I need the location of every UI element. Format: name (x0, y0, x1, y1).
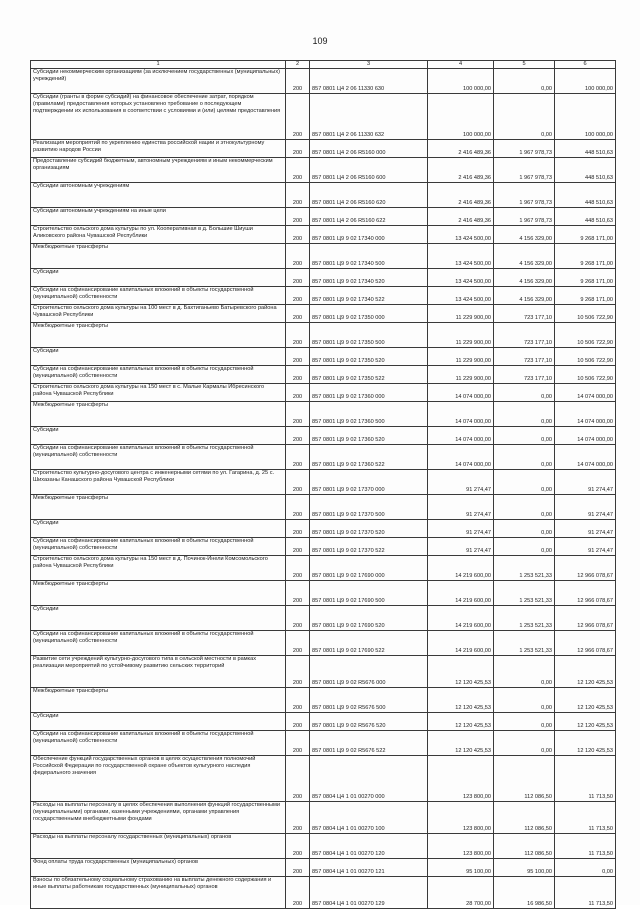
row-code-cell: 200 (286, 323, 310, 348)
row-classification-cell: 857 0801 Ц4 2 06 R5160 622 (310, 208, 428, 226)
row-plan-amount-cell: 11 229 900,00 (428, 305, 494, 323)
row-plan-amount-cell: 14 219 600,00 (428, 581, 494, 606)
row-code-cell: 200 (286, 538, 310, 556)
row-name-cell: Предоставление субсидий бюджетным, автономным учреждениям и иным некоммерческим организациям (31, 158, 286, 183)
row-executed-amount-cell: 1 967 978,73 (494, 208, 555, 226)
row-plan-amount-cell: 91 274,47 (428, 538, 494, 556)
row-executed-amount-cell: 0,00 (494, 384, 555, 402)
row-name-cell: Субсидии (31, 606, 286, 631)
row-executed-amount-cell: 0,00 (494, 69, 555, 94)
row-code-cell: 200 (286, 183, 310, 208)
row-plan-amount-cell: 28 700,00 (428, 877, 494, 909)
table-row (31, 606, 616, 631)
row-name-cell: Расходы на выплаты персоналу государственных (муниципальных) органов (31, 834, 286, 859)
table-row (31, 402, 616, 427)
row-name-cell: Строительство сельского дома культуры на 150 мест в с. Малые Кармалы Ибресинского района Чувашской Республики (31, 384, 286, 402)
table-row (31, 859, 616, 877)
row-executed-amount-cell: 0,00 (494, 656, 555, 688)
row-remaining-amount-cell: 12 120 425,53 (555, 688, 616, 713)
row-name-cell: Субсидии (гранты в форме субсидий) на финансовое обеспечение затрат, порядком (правилами) предоставления которых установлено требование о последующем подтверждении их использования в соответствии с условиями и (или) целями предоставления (31, 94, 286, 140)
row-name-cell: Межбюджетные трансферты (31, 323, 286, 348)
row-remaining-amount-cell: 91 274,47 (555, 520, 616, 538)
row-remaining-amount-cell: 12 966 078,67 (555, 606, 616, 631)
row-remaining-amount-cell: 448 510,63 (555, 208, 616, 226)
table-row (31, 756, 616, 802)
table-row (31, 244, 616, 269)
row-remaining-amount-cell: 14 074 000,00 (555, 427, 616, 445)
row-executed-amount-cell: 1 253 521,33 (494, 581, 555, 606)
row-name-cell: Строительство сельского дома культуры на 100 мест в д. Бахтиганьево Батыревского района Чувашской Республики (31, 305, 286, 323)
row-plan-amount-cell: 12 120 425,53 (428, 731, 494, 756)
row-executed-amount-cell: 723 177,10 (494, 323, 555, 348)
row-remaining-amount-cell: 10 506 722,90 (555, 323, 616, 348)
row-executed-amount-cell: 1 253 521,33 (494, 606, 555, 631)
row-classification-cell: 857 0801 Ц9 9 02 17340 500 (310, 244, 428, 269)
row-classification-cell: 857 0801 Ц9 9 02 17370 000 (310, 470, 428, 495)
table-row (31, 158, 616, 183)
header-cell: 2 (286, 61, 310, 69)
row-executed-amount-cell: 4 156 329,00 (494, 226, 555, 244)
row-name-cell: Фонд оплаты труда государственных (муниципальных) органов (31, 859, 286, 877)
row-remaining-amount-cell: 12 966 078,67 (555, 581, 616, 606)
row-name-cell: Межбюджетные трансферты (31, 244, 286, 269)
row-code-cell: 200 (286, 366, 310, 384)
row-remaining-amount-cell: 448 510,63 (555, 140, 616, 158)
table-row (31, 688, 616, 713)
row-plan-amount-cell: 13 424 500,00 (428, 269, 494, 287)
row-code-cell: 200 (286, 287, 310, 305)
row-code-cell: 200 (286, 348, 310, 366)
row-executed-amount-cell: 0,00 (494, 538, 555, 556)
row-code-cell: 200 (286, 606, 310, 631)
row-remaining-amount-cell: 10 506 722,90 (555, 305, 616, 323)
row-executed-amount-cell: 16 986,50 (494, 877, 555, 909)
table-row (31, 495, 616, 520)
row-executed-amount-cell: 1 967 978,73 (494, 158, 555, 183)
row-name-cell: Субсидии на софинансирование капитальных вложений в объекты государственной (муниципальной) собственности (31, 287, 286, 305)
row-code-cell: 200 (286, 859, 310, 877)
row-name-cell: Реализация мероприятий по укреплению единства российской нации и этнокультурному развитию народов России (31, 140, 286, 158)
row-classification-cell: 857 0801 Ц9 9 02 17350 000 (310, 305, 428, 323)
row-plan-amount-cell: 123 800,00 (428, 802, 494, 834)
row-remaining-amount-cell: 11 713,50 (555, 834, 616, 859)
table-row (31, 226, 616, 244)
row-code-cell: 200 (286, 269, 310, 287)
row-code-cell: 200 (286, 427, 310, 445)
row-executed-amount-cell: 0,00 (494, 470, 555, 495)
row-executed-amount-cell: 1 253 521,33 (494, 631, 555, 656)
row-code-cell: 200 (286, 731, 310, 756)
row-executed-amount-cell: 723 177,10 (494, 348, 555, 366)
row-classification-cell: 857 0801 Ц9 9 02 R5676 000 (310, 656, 428, 688)
table-row (31, 94, 616, 140)
row-executed-amount-cell: 1 967 978,73 (494, 183, 555, 208)
row-executed-amount-cell: 0,00 (494, 94, 555, 140)
row-executed-amount-cell: 0,00 (494, 713, 555, 731)
table-row (31, 348, 616, 366)
row-code-cell: 200 (286, 877, 310, 909)
row-remaining-amount-cell: 91 274,47 (555, 470, 616, 495)
row-classification-cell: 857 0804 Ц4 1 01 00270 120 (310, 834, 428, 859)
table-row (31, 877, 616, 909)
row-name-cell: Субсидии (31, 269, 286, 287)
row-remaining-amount-cell: 100 000,00 (555, 94, 616, 140)
row-code-cell: 200 (286, 470, 310, 495)
row-code-cell: 200 (286, 802, 310, 834)
row-remaining-amount-cell: 12 120 425,53 (555, 713, 616, 731)
row-remaining-amount-cell: 12 120 425,53 (555, 731, 616, 756)
row-executed-amount-cell: 1 967 978,73 (494, 140, 555, 158)
row-name-cell: Субсидии (31, 427, 286, 445)
row-executed-amount-cell: 4 156 329,00 (494, 244, 555, 269)
row-plan-amount-cell: 11 229 900,00 (428, 366, 494, 384)
row-plan-amount-cell: 12 120 425,53 (428, 656, 494, 688)
row-name-cell: Субсидии на софинансирование капитальных вложений в объекты государственной (муниципальной) собственности (31, 445, 286, 470)
table-row (31, 470, 616, 495)
row-classification-cell: 857 0804 Ц4 1 01 00270 000 (310, 756, 428, 802)
row-plan-amount-cell: 100 000,00 (428, 69, 494, 94)
table-row (31, 269, 616, 287)
row-remaining-amount-cell: 9 268 171,00 (555, 287, 616, 305)
row-remaining-amount-cell: 100 000,00 (555, 69, 616, 94)
row-remaining-amount-cell: 10 506 722,90 (555, 348, 616, 366)
row-classification-cell: 857 0804 Ц4 1 01 00270 100 (310, 802, 428, 834)
row-plan-amount-cell: 13 424 500,00 (428, 244, 494, 269)
row-plan-amount-cell: 11 229 900,00 (428, 323, 494, 348)
row-remaining-amount-cell: 448 510,63 (555, 158, 616, 183)
row-classification-cell: 857 0801 Ц9 9 02 R5676 500 (310, 688, 428, 713)
row-executed-amount-cell: 723 177,10 (494, 305, 555, 323)
table-row (31, 366, 616, 384)
row-code-cell: 200 (286, 384, 310, 402)
row-plan-amount-cell: 13 424 500,00 (428, 226, 494, 244)
table-row (31, 656, 616, 688)
row-plan-amount-cell: 100 000,00 (428, 94, 494, 140)
row-name-cell: Расходы на выплаты персоналу в целях обеспечения выполнения функций государственными (муниципальными) органами, казенными учреждениями, органами управления государственными внебюджетными фондами (31, 802, 286, 834)
row-plan-amount-cell: 123 800,00 (428, 834, 494, 859)
row-classification-cell: 857 0801 Ц9 9 02 17690 500 (310, 581, 428, 606)
row-name-cell: Субсидии (31, 713, 286, 731)
row-name-cell: Строительство сельского дома культуры по ул. Кооперативная в д. Большие Шиуши Аликовского района Чувашской Республики (31, 226, 286, 244)
row-remaining-amount-cell: 12 966 078,67 (555, 556, 616, 581)
row-name-cell: Субсидии на софинансирование капитальных вложений в объекты государственной (муниципальной) собственности (31, 538, 286, 556)
table-row (31, 305, 616, 323)
row-classification-cell: 857 0801 Ц9 9 02 17360 522 (310, 445, 428, 470)
table-row (31, 631, 616, 656)
row-plan-amount-cell: 123 800,00 (428, 756, 494, 802)
row-plan-amount-cell: 91 274,47 (428, 470, 494, 495)
table-row (31, 427, 616, 445)
row-name-cell: Обеспечение функций государственных органов в целях осуществления полномочий Российской Федерации по государственной охране объектов культурного наследия федерального значения (31, 756, 286, 802)
table-row (31, 731, 616, 756)
row-classification-cell: 857 0801 Ц9 9 02 17340 520 (310, 269, 428, 287)
row-remaining-amount-cell: 91 274,47 (555, 495, 616, 520)
row-classification-cell: 857 0801 Ц9 9 02 17690 522 (310, 631, 428, 656)
row-plan-amount-cell: 14 074 000,00 (428, 427, 494, 445)
row-executed-amount-cell: 0,00 (494, 445, 555, 470)
row-plan-amount-cell: 2 416 489,36 (428, 140, 494, 158)
row-classification-cell: 857 0801 Ц9 9 02 17690 520 (310, 606, 428, 631)
row-name-cell: Межбюджетные трансферты (31, 688, 286, 713)
row-code-cell: 200 (286, 631, 310, 656)
row-remaining-amount-cell: 11 713,50 (555, 802, 616, 834)
row-remaining-amount-cell: 9 268 171,00 (555, 269, 616, 287)
row-executed-amount-cell: 0,00 (494, 688, 555, 713)
row-plan-amount-cell: 2 416 489,36 (428, 208, 494, 226)
row-name-cell: Субсидии автономным учреждениям на иные цели (31, 208, 286, 226)
row-plan-amount-cell: 91 274,47 (428, 520, 494, 538)
row-classification-cell: 857 0801 Ц9 9 02 17350 520 (310, 348, 428, 366)
row-executed-amount-cell: 4 156 329,00 (494, 287, 555, 305)
row-name-cell: Межбюджетные трансферты (31, 402, 286, 427)
row-plan-amount-cell: 14 219 600,00 (428, 556, 494, 581)
row-classification-cell: 857 0801 Ц9 9 02 R5676 520 (310, 713, 428, 731)
row-executed-amount-cell: 0,00 (494, 520, 555, 538)
row-name-cell: Субсидии на софинансирование капитальных вложений в объекты государственной (муниципальной) собственности (31, 631, 286, 656)
row-classification-cell: 857 0801 Ц9 9 02 17350 522 (310, 366, 428, 384)
row-executed-amount-cell: 0,00 (494, 495, 555, 520)
row-remaining-amount-cell: 11 713,50 (555, 756, 616, 802)
row-classification-cell: 857 0801 Ц9 9 02 17690 000 (310, 556, 428, 581)
row-code-cell: 200 (286, 834, 310, 859)
header-cell: 3 (310, 61, 428, 69)
row-remaining-amount-cell: 10 506 722,90 (555, 366, 616, 384)
header-cell: 4 (428, 61, 494, 69)
table-row (31, 287, 616, 305)
row-name-cell: Субсидии (31, 520, 286, 538)
row-plan-amount-cell: 13 424 500,00 (428, 287, 494, 305)
row-remaining-amount-cell: 448 510,63 (555, 183, 616, 208)
table-row (31, 538, 616, 556)
row-code-cell: 200 (286, 402, 310, 427)
row-classification-cell: 857 0801 Ц9 9 02 17370 520 (310, 520, 428, 538)
row-name-cell: Субсидии (31, 348, 286, 366)
row-name-cell: Межбюджетные трансферты (31, 581, 286, 606)
header-cell: 5 (494, 61, 555, 69)
row-code-cell: 200 (286, 208, 310, 226)
row-plan-amount-cell: 2 416 489,36 (428, 183, 494, 208)
row-code-cell: 200 (286, 713, 310, 731)
table-row (31, 384, 616, 402)
table-row (31, 834, 616, 859)
row-plan-amount-cell: 14 074 000,00 (428, 445, 494, 470)
row-classification-cell: 857 0804 Ц4 1 01 00270 121 (310, 859, 428, 877)
header-cell: 1 (31, 61, 286, 69)
table-row (31, 556, 616, 581)
row-executed-amount-cell: 0,00 (494, 427, 555, 445)
table-row (31, 208, 616, 226)
row-code-cell: 200 (286, 556, 310, 581)
row-plan-amount-cell: 95 100,00 (428, 859, 494, 877)
row-classification-cell: 857 0801 Ц9 9 02 17350 500 (310, 323, 428, 348)
row-classification-cell: 857 0801 Ц9 9 02 17340 522 (310, 287, 428, 305)
table-row (31, 581, 616, 606)
row-classification-cell: 857 0801 Ц9 9 02 R5676 522 (310, 731, 428, 756)
row-code-cell: 200 (286, 581, 310, 606)
row-remaining-amount-cell: 14 074 000,00 (555, 384, 616, 402)
row-name-cell: Строительство сельского дома культуры на 150 мест в д. Починок-Инели Комсомольского района Чувашской Республики (31, 556, 286, 581)
table-row (31, 183, 616, 208)
table-row (31, 323, 616, 348)
page-number: 109 (312, 36, 328, 46)
row-remaining-amount-cell: 91 274,47 (555, 538, 616, 556)
row-code-cell: 200 (286, 69, 310, 94)
row-plan-amount-cell: 2 416 489,36 (428, 158, 494, 183)
row-classification-cell: 857 0801 Ц4 2 06 R5160 620 (310, 183, 428, 208)
row-name-cell: Субсидии на софинансирование капитальных вложений в объекты государственной (муниципальной) собственности (31, 366, 286, 384)
row-plan-amount-cell: 11 229 900,00 (428, 348, 494, 366)
row-code-cell: 200 (286, 94, 310, 140)
row-name-cell: Взносы по обязательному социальному страхованию на выплаты денежного содержания и иные выплаты работникам государственных (муниципальных) органов (31, 877, 286, 909)
row-remaining-amount-cell: 9 268 171,00 (555, 244, 616, 269)
row-plan-amount-cell: 14 219 600,00 (428, 606, 494, 631)
row-classification-cell: 857 0801 Ц9 9 02 17370 522 (310, 538, 428, 556)
row-code-cell: 200 (286, 305, 310, 323)
row-name-cell: Субсидии на софинансирование капитальных вложений в объекты государственной (муниципальной) собственности (31, 731, 286, 756)
row-remaining-amount-cell: 9 268 171,00 (555, 226, 616, 244)
row-classification-cell: 857 0801 Ц4 2 06 11330 630 (310, 69, 428, 94)
table-row (31, 445, 616, 470)
row-remaining-amount-cell: 12 966 078,67 (555, 631, 616, 656)
row-code-cell: 200 (286, 656, 310, 688)
table-header-row (31, 61, 616, 69)
row-code-cell: 200 (286, 445, 310, 470)
row-code-cell: 200 (286, 244, 310, 269)
row-executed-amount-cell: 112 086,50 (494, 834, 555, 859)
row-code-cell: 200 (286, 688, 310, 713)
row-remaining-amount-cell: 11 713,50 (555, 877, 616, 909)
row-classification-cell: 857 0801 Ц9 9 02 17340 000 (310, 226, 428, 244)
row-executed-amount-cell: 95 100,00 (494, 859, 555, 877)
row-executed-amount-cell: 112 086,50 (494, 756, 555, 802)
row-classification-cell: 857 0801 Ц9 9 02 17360 520 (310, 427, 428, 445)
row-remaining-amount-cell: 0,00 (555, 859, 616, 877)
row-code-cell: 200 (286, 158, 310, 183)
row-executed-amount-cell: 0,00 (494, 402, 555, 427)
row-executed-amount-cell: 112 086,50 (494, 802, 555, 834)
row-classification-cell: 857 0801 Ц9 9 02 17360 500 (310, 402, 428, 427)
table-row (31, 713, 616, 731)
table-row (31, 520, 616, 538)
row-code-cell: 200 (286, 520, 310, 538)
row-name-cell: Строительство культурно-досугового центра с инженерными сетями по ул. Гагарина, д. 25 с. Шихазаны Канашского района Чувашской Республики (31, 470, 286, 495)
budget-table (30, 60, 616, 909)
row-classification-cell: 857 0801 Ц9 9 02 17370 500 (310, 495, 428, 520)
row-remaining-amount-cell: 12 120 425,53 (555, 656, 616, 688)
row-classification-cell: 857 0801 Ц4 2 06 R5160 600 (310, 158, 428, 183)
row-name-cell: Развитие сети учреждений культурно-досугового типа в сельской местности в рамках реализации мероприятий по устойчивому развитию сельских территорий (31, 656, 286, 688)
row-classification-cell: 857 0801 Ц9 9 02 17360 000 (310, 384, 428, 402)
row-code-cell: 200 (286, 140, 310, 158)
row-code-cell: 200 (286, 495, 310, 520)
row-code-cell: 200 (286, 226, 310, 244)
row-executed-amount-cell: 4 156 329,00 (494, 269, 555, 287)
row-name-cell: Межбюджетные трансферты (31, 495, 286, 520)
row-classification-cell: 857 0804 Ц4 1 01 00270 129 (310, 877, 428, 909)
row-name-cell: Субсидии некоммерческим организациям (за исключением государственных (муниципальных) учреждений) (31, 69, 286, 94)
row-plan-amount-cell: 12 120 425,53 (428, 688, 494, 713)
row-code-cell: 200 (286, 756, 310, 802)
row-plan-amount-cell: 14 074 000,00 (428, 402, 494, 427)
row-executed-amount-cell: 1 253 521,33 (494, 556, 555, 581)
header-cell: 6 (555, 61, 616, 69)
row-remaining-amount-cell: 14 074 000,00 (555, 402, 616, 427)
row-name-cell: Субсидии автономным учреждениям (31, 183, 286, 208)
row-plan-amount-cell: 14 074 000,00 (428, 384, 494, 402)
table-row (31, 802, 616, 834)
row-plan-amount-cell: 14 219 600,00 (428, 631, 494, 656)
row-plan-amount-cell: 91 274,47 (428, 495, 494, 520)
row-executed-amount-cell: 0,00 (494, 731, 555, 756)
row-plan-amount-cell: 12 120 425,53 (428, 713, 494, 731)
row-classification-cell: 857 0801 Ц4 2 06 R5160 000 (310, 140, 428, 158)
row-classification-cell: 857 0801 Ц4 2 06 11330 632 (310, 94, 428, 140)
table-row (31, 69, 616, 94)
table-row (31, 140, 616, 158)
row-remaining-amount-cell: 14 074 000,00 (555, 445, 616, 470)
row-executed-amount-cell: 723 177,10 (494, 366, 555, 384)
